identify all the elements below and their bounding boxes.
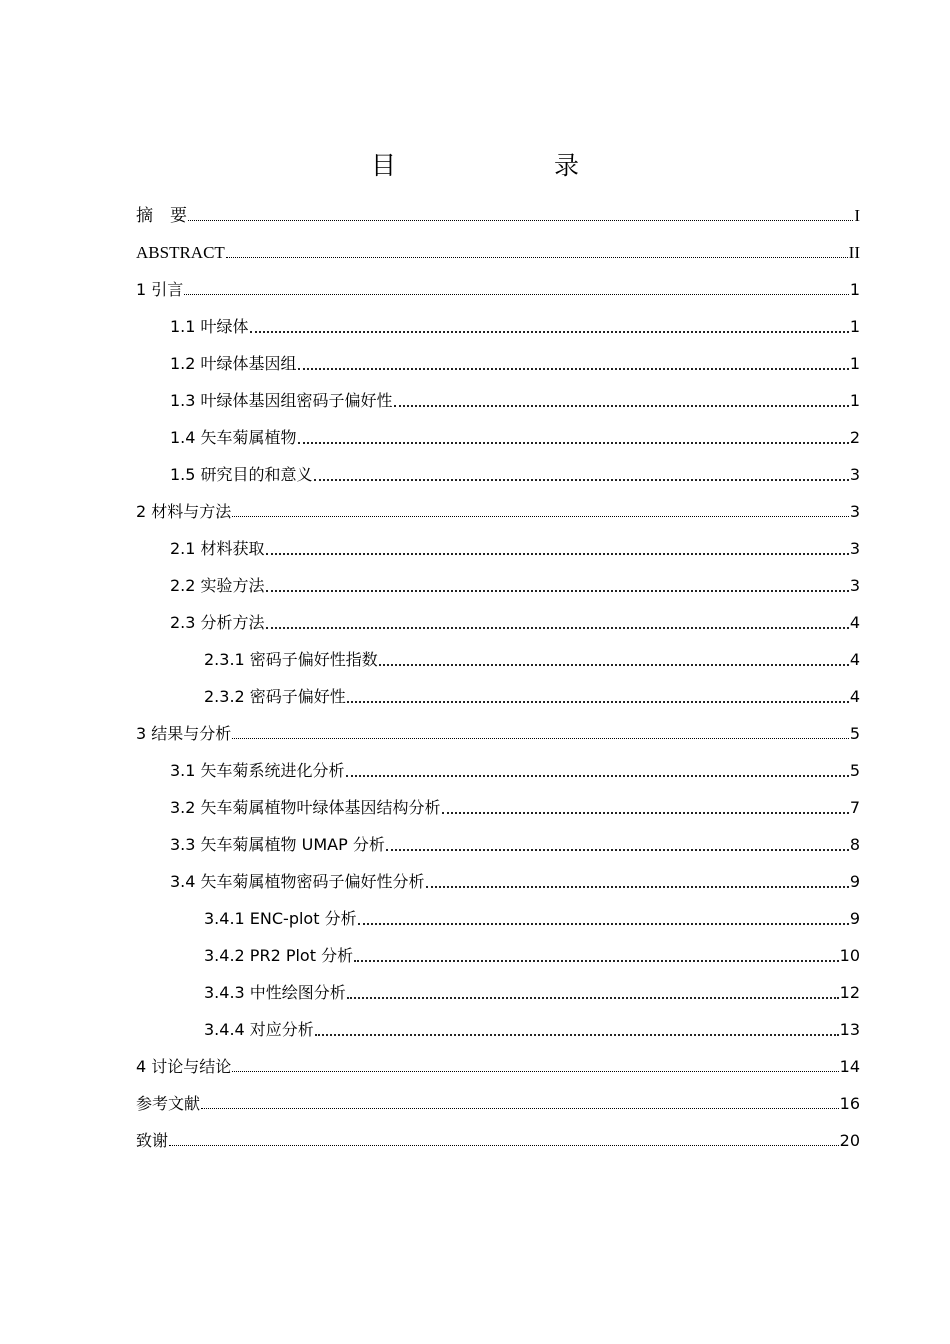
toc-entry[interactable] — [204, 900, 860, 937]
toc-entry-label: 2.2 实验方法 — [170, 575, 265, 595]
toc-leader-dots — [386, 836, 849, 854]
toc-entry[interactable] — [170, 826, 860, 863]
toc-entry[interactable] — [136, 197, 860, 234]
toc-entry-label: 1.4 矢车菊属植物 — [170, 427, 297, 447]
toc-entry-page-number: 3 — [849, 501, 860, 521]
toc-entry-label: 3 结果与分析 — [136, 723, 232, 743]
toc-entry-page-number: 1 — [849, 390, 860, 410]
toc-entry-page-number: 9 — [849, 908, 860, 928]
toc-entry-label: 3.4.3 中性绘图分析 — [204, 982, 346, 1002]
toc-entry-page-number: 5 — [849, 723, 860, 743]
toc-entry-page-number: 4 — [849, 686, 860, 706]
toc-entry-label: 参考文献 — [136, 1093, 201, 1113]
toc-entry-page-number: I — [854, 205, 860, 225]
toc-entry-label: 3.1 矢车菊系统进化分析 — [170, 760, 345, 780]
toc-entry[interactable] — [170, 567, 860, 604]
toc-leader-dots — [442, 799, 849, 817]
toc-leader-dots — [169, 1132, 839, 1150]
toc-list — [0, 197, 950, 1159]
toc-leader-dots — [188, 207, 853, 225]
toc-entry[interactable] — [136, 271, 860, 308]
toc-leader-dots — [232, 1058, 838, 1076]
toc-entry[interactable] — [136, 493, 860, 530]
toc-entry-page-number: 9 — [849, 871, 860, 891]
toc-entry-page-number: 3 — [849, 575, 860, 595]
toc-entry-page-number: 8 — [849, 834, 860, 854]
toc-entry-page-number: 5 — [849, 760, 860, 780]
toc-entry-label: 3.3 矢车菊属植物 UMAP 分析 — [170, 834, 385, 854]
toc-leader-dots — [232, 503, 849, 521]
toc-entry[interactable] — [204, 974, 860, 1011]
toc-entry-label: 摘 要 — [136, 205, 187, 225]
toc-leader-dots — [298, 429, 849, 447]
toc-entry-label: ABSTRACT — [136, 242, 225, 262]
toc-entry[interactable] — [170, 456, 860, 493]
toc-leader-dots — [347, 688, 849, 706]
toc-entry-page-number: 1 — [849, 279, 860, 299]
toc-leader-dots — [250, 318, 849, 336]
toc-entry-page-number: 10 — [839, 945, 860, 965]
toc-entry-page-number: 1 — [849, 353, 860, 373]
toc-leader-dots — [184, 281, 849, 299]
toc-entry-label: 3.4.2 PR2 Plot 分析 — [204, 945, 354, 965]
toc-entry-label: 4 讨论与结论 — [136, 1056, 232, 1076]
toc-entry-label: 1.3 叶绿体基因组密码子偏好性 — [170, 390, 393, 410]
toc-entry-label: 3.4 矢车菊属植物密码子偏好性分析 — [170, 871, 425, 891]
toc-entry-page-number: 13 — [839, 1019, 860, 1039]
toc-entry-page-number: 2 — [849, 427, 860, 447]
toc-entry[interactable] — [204, 1011, 860, 1048]
toc-entry-label: 1.5 研究目的和意义 — [170, 464, 313, 484]
toc-leader-dots — [201, 1095, 839, 1113]
toc-entry-label: 3.4.1 ENC-plot 分析 — [204, 908, 357, 928]
toc-leader-dots — [347, 984, 839, 1002]
toc-entry[interactable] — [136, 715, 860, 752]
toc-entry-label: 1.2 叶绿体基因组 — [170, 353, 297, 373]
toc-entry[interactable] — [170, 382, 860, 419]
toc-leader-dots — [298, 355, 849, 373]
toc-leader-dots — [426, 873, 849, 891]
toc-entry[interactable] — [136, 1122, 860, 1159]
toc-entry[interactable] — [204, 937, 860, 974]
toc-leader-dots — [394, 392, 849, 410]
toc-leader-dots — [358, 910, 849, 928]
toc-entry-page-number: 7 — [849, 797, 860, 817]
toc-entry[interactable] — [170, 345, 860, 382]
toc-entry-label: 致谢 — [136, 1130, 169, 1150]
toc-leader-dots — [266, 540, 849, 558]
toc-entry[interactable] — [170, 604, 860, 641]
toc-entry[interactable] — [136, 1048, 860, 1085]
toc-entry-page-number: 16 — [839, 1093, 860, 1113]
toc-entry-label: 1 引言 — [136, 279, 184, 299]
toc-entry-page-number: 4 — [849, 612, 860, 632]
toc-leader-dots — [232, 725, 849, 743]
toc-entry-label: 2.3.2 密码子偏好性 — [204, 686, 346, 706]
toc-entry-page-number: 14 — [839, 1056, 860, 1076]
toc-leader-dots — [315, 1021, 839, 1039]
toc-leader-dots — [266, 614, 849, 632]
toc-entry[interactable] — [170, 863, 860, 900]
toc-entry[interactable] — [170, 530, 860, 567]
toc-leader-dots — [226, 244, 848, 262]
toc-entry-label: 2.3.1 密码子偏好性指数 — [204, 649, 378, 669]
toc-entry-label: 2.1 材料获取 — [170, 538, 265, 558]
toc-entry[interactable] — [136, 234, 860, 271]
toc-leader-dots — [314, 466, 849, 484]
toc-entry-page-number: 3 — [849, 464, 860, 484]
toc-entry[interactable] — [170, 789, 860, 826]
toc-entry-page-number: II — [848, 242, 860, 262]
toc-entry-label: 1.1 叶绿体 — [170, 316, 249, 336]
toc-leader-dots — [266, 577, 849, 595]
toc-entry[interactable] — [170, 419, 860, 456]
toc-entry[interactable] — [204, 641, 860, 678]
toc-entry[interactable] — [170, 752, 860, 789]
toc-entry-page-number: 4 — [849, 649, 860, 669]
toc-leader-dots — [346, 762, 849, 780]
toc-entry[interactable] — [170, 308, 860, 345]
toc-entry-page-number: 20 — [839, 1130, 860, 1150]
toc-entry-page-number: 12 — [839, 982, 860, 1002]
toc-entry[interactable] — [204, 678, 860, 715]
toc-entry-page-number: 1 — [849, 316, 860, 336]
toc-entry-label: 3.4.4 对应分析 — [204, 1019, 314, 1039]
toc-leader-dots — [354, 947, 839, 965]
toc-entry-page-number: 3 — [849, 538, 860, 558]
toc-title: 目 录 — [370, 151, 615, 180]
toc-entry-label: 2.3 分析方法 — [170, 612, 265, 632]
toc-leader-dots — [379, 651, 849, 669]
toc-entry-label: 3.2 矢车菊属植物叶绿体基因结构分析 — [170, 797, 441, 817]
toc-entry-label: 2 材料与方法 — [136, 501, 232, 521]
toc-entry[interactable] — [136, 1085, 860, 1122]
